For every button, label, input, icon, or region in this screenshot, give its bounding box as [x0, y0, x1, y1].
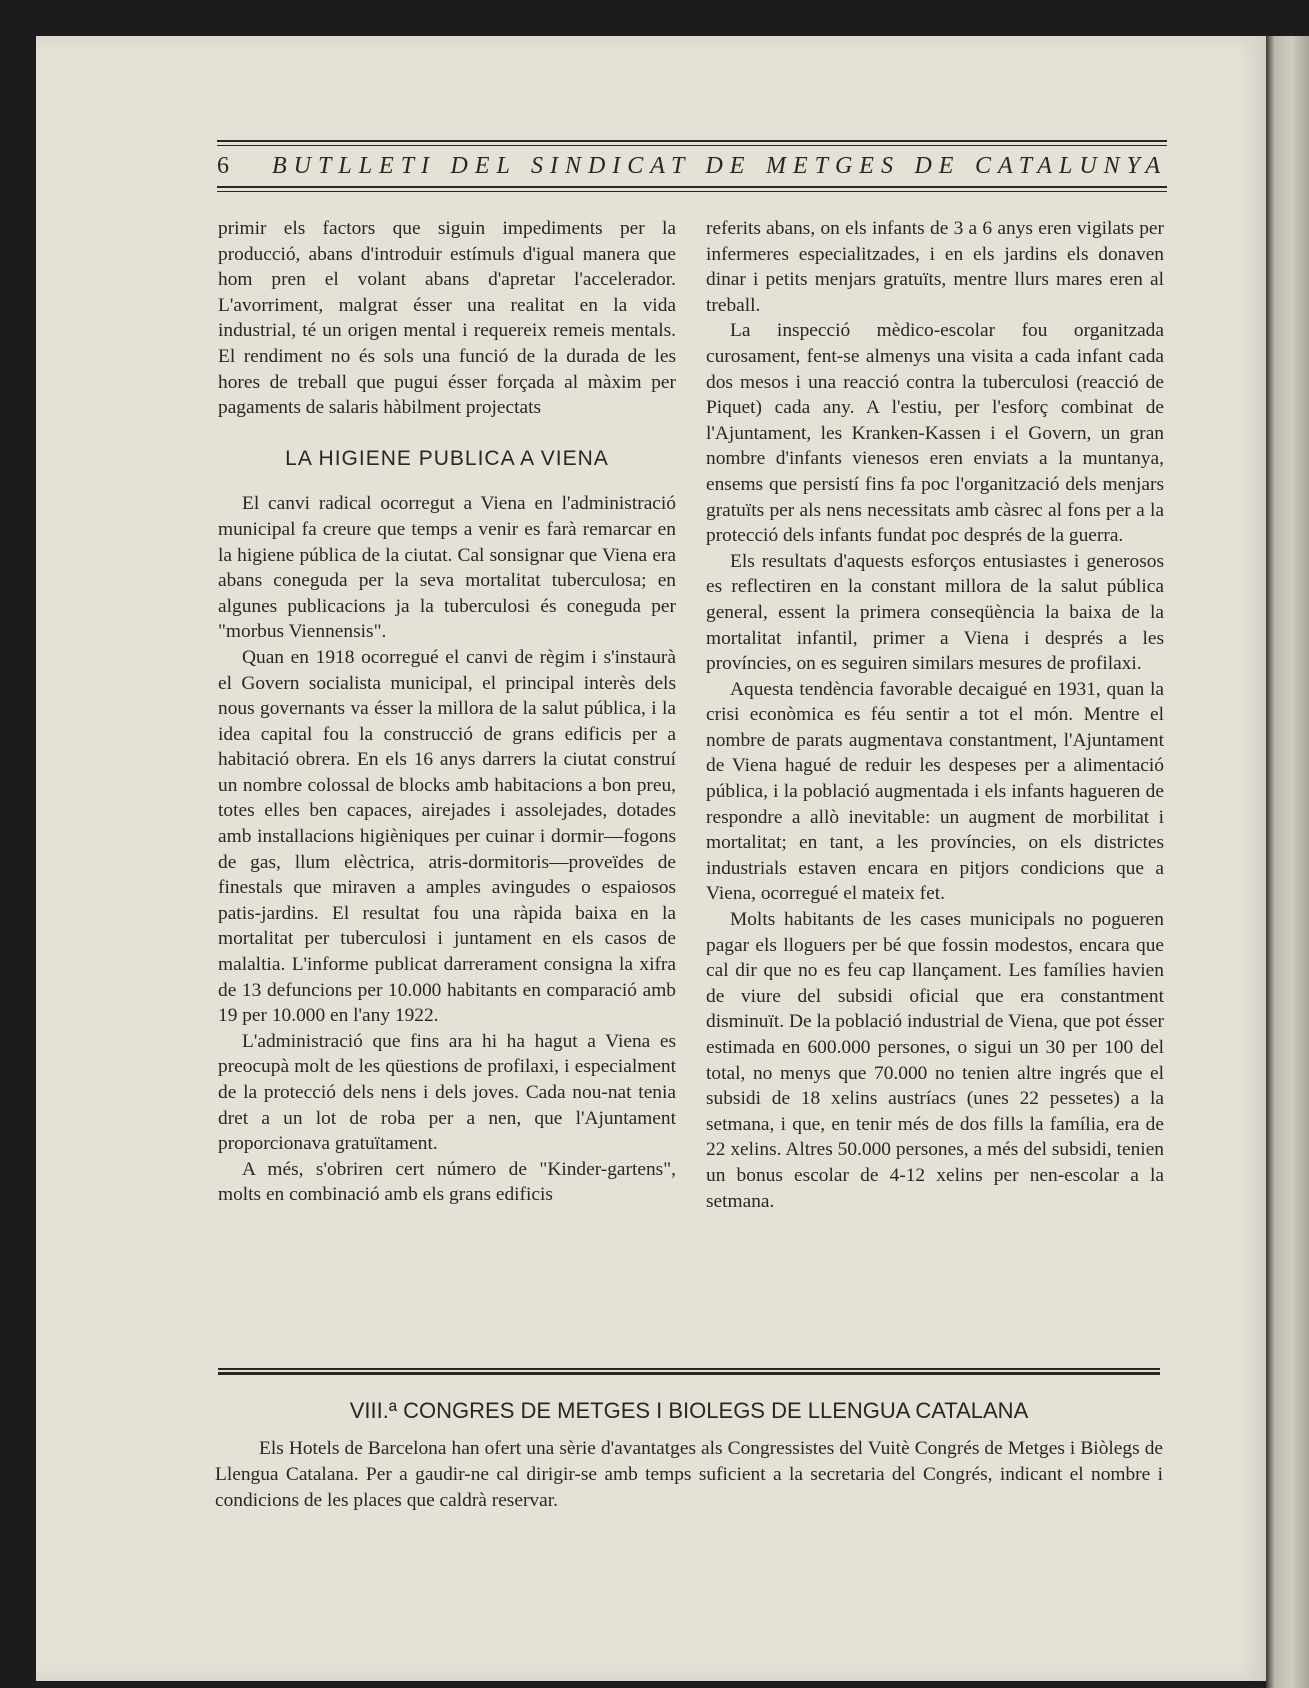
divider-line [218, 1368, 1160, 1370]
paragraph: Aquesta tendència favorable decaigué en 1931, quan la crisi econòmica es féu sentir a tot el món. Mentre el nombre de parats augmentava constantment, l'Ajuntament de Viena hagué de reduir les despeses per a alimentació pública, i la població augmentada i els infants hagueren de respondre a allò inevitable: un augment de morbilitat i mortalitat; en tant, a les províncies, on els districtes industrials estaven encara en pitjors condicions que a Viena, ocorregué el mateix fet. [706, 678, 1164, 905]
running-header [217, 140, 1167, 198]
header-rule [217, 191, 1167, 192]
paragraph: Els resultats d'aquests esforços entusiastes i generosos es reflectiren en la constant millora de la salut pública general, essent la primera conseqüència la baixa de la mortalitat infantil, primer a Viena i després a les províncies, on es seguiren similars mesures de profilaxi. [706, 550, 1164, 675]
paragraph: Quan en 1918 ocorregué el canvi de règim i s'instaurà el Govern socialista municipal, el principal interès dels nous governants va ésser la millora de la salut pública, i la idea capital fou la construcció de grans edificis per a habitació obrera. En els 16 anys darrers la ciutat construí un nombre colossal de blocks amb habitacions a bon preu, totes elles ben capaces, airejades i assolejades, dotades amb installacions higièniques per cuinar i dormir—fogons de gas, llum elèctrica, atris-dormitoris—proveïdes de finestals que miraven a amples avingudes o espaiosos patis-jardins. El resultat fou una ràpida baixa en la mortalitat per tuberculosi i juntament en els casos de malaltia. L'informe publicat darrerament consigna la xifra de 13 defuncions per 10.000 habitants en comparació amb 19 per 10.000 en l'any 1922. [218, 646, 676, 1027]
header-rule [217, 186, 1167, 188]
paragraph: La inspecció mèdico-escolar fou organitzada curosament, fent-se almenys una visita a cada infant cada dos mesos i una reacció contra la tuberculosi (reacció de Piquet) cada any. A l'estiu, per l'esforç combinat de l'Ajuntament, les Kranken-Kassen i el Govern, un gran nombre d'infants vienesos eren enviats a la muntanya, ensems que persistí fins fa poc l'organització dels menjars gratuïts per als nens necessitats amb càsrec al fons per a la protecció dels infants fundat poc després de la guerra. [706, 320, 1164, 547]
right-column [706, 216, 1164, 1214]
paragraph: Molts habitants de les cases municipals no pogueren pagar els lloguers per bé que fossin modestos, encara que cal dir que no es feu cap llançament. Les famílies havien de viure del subsidi oficial que era constantment disminuït. De la població industrial de Viena, que pot ésser estimada en 600.000 persones, o sigui un 30 per 100 del total, no menys que 70.000 no tenien altre ingrés que el subsidi de 18 xelins austríacs (unes 22 pessetes) a la setmana, i que, en tenir més de dos fills la família, era de 22 xelins. Altres 50.000 persones, a més del subsidi, tenien un bonus escolar de 4-12 xelins per nen-escolar a la setmana. [706, 909, 1164, 1212]
section-divider [218, 1368, 1160, 1375]
header-rule [217, 145, 1167, 146]
section-title: LA HIGIENE PUBLICA A VIENA [285, 446, 609, 470]
journal-title: BUTLLETI DEL SINDICAT DE METGES DE CATALUNYA [272, 152, 1167, 179]
paragraph: El canvi radical ocorregut a Viena en l'administració municipal fa creure que temps a venir es farà remarcar en la higiene pública de la ciutat. Cal sonsignar que Viena era abans coneguda per la seva mortalitat tuberculosa; en algunes publicacions ja la tuberculosi és coneguda per "morbus Viennensis". [218, 493, 676, 643]
paragraph: L'administració que fins ara hi ha hagut a Viena es preocupà molt de les qüestions de profilaxi, i especialment de la protecció dels nens i dels joves. Cada nou-nat tenia dret a un lot de roba per a nen, que l'Ajuntament proporcionava gratuïtament. [218, 1030, 676, 1155]
paragraph: referits abans, on els infants de 3 a 6 anys eren vigilats per infermeres especialitzades, i en els jardins els donaven dinar i petits menjars gratuïts, mentre llurs mares eren al treball. [706, 218, 1164, 316]
header-rule [217, 140, 1167, 142]
page-edge [1266, 36, 1309, 1688]
notice-body: Els Hotels de Barcelona han ofert una sèrie d'avantatges als Congressistes del Vuitè Congrés de Metges i Biòlegs de Llengua Catalana. Per a gaudir-ne cal dirigir-se amb temps suficient a la secretaria del Congrés, indicant el nombre i condicions de les places que caldrà reservar. [215, 1438, 1163, 1511]
paragraph: A més, s'obriren cert número de "Kinder-gartens", molts en combinació amb els grans edificis [218, 1158, 676, 1206]
notice-title: VIII.ª CONGRES DE METGES I BIOLEGS DE LLENGUA CATALANA [349, 1398, 1029, 1423]
divider-line [218, 1372, 1160, 1375]
left-column [218, 216, 676, 1208]
header-row [217, 149, 1167, 183]
page-number: 6 [217, 152, 229, 179]
paragraph: primir els factors que siguin impediments per la producció, abans d'introduir estímuls d'igual manera que hom pren el volant abans d'apretar l'accelerador. L'avorriment, malgrat ésser una realitat en la vida industrial, té un origen mental i requereix remeis mentals. El rendiment no és sols una funció de la durada de les hores de treball que pugui ésser forçada al màxim per pagaments de salaris hàbilment projectats [218, 218, 676, 419]
congress-notice [215, 1398, 1163, 1514]
